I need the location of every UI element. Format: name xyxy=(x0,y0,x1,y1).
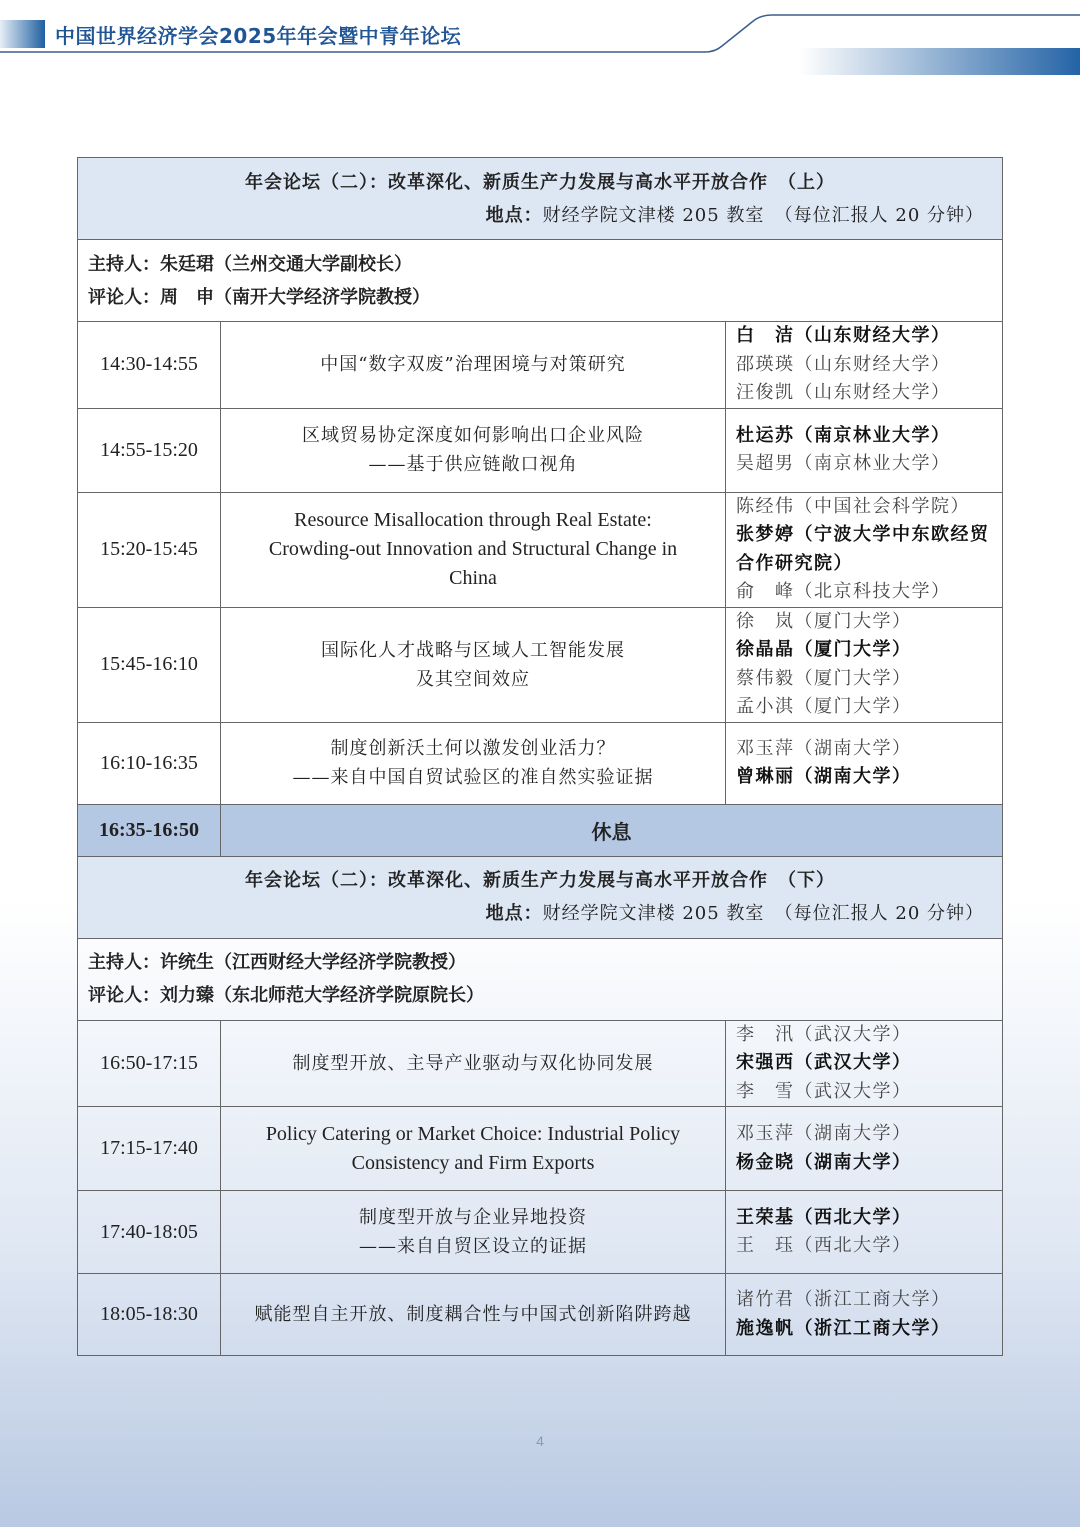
author: 徐 岚（厦门大学） xyxy=(736,610,912,632)
talk-row xyxy=(78,1274,1003,1356)
time-note: （每位汇报人 20 分钟） xyxy=(774,903,984,924)
talk-time: 14:55-15:20 xyxy=(78,408,221,492)
host: 主持人：朱廷珺（兰州交通大学副校长） xyxy=(88,253,412,275)
schedule-table xyxy=(77,157,1003,1356)
talk-row xyxy=(78,1020,1003,1107)
author: 张梦婷（宁波大学中东欧经贸合作研究院） xyxy=(736,524,990,574)
host: 主持人：许统生（江西财经大学经济学院教授） xyxy=(88,952,466,973)
talk-title-line: Consistency and Firm Exports xyxy=(351,1151,595,1174)
venue-label: 地点： xyxy=(485,204,543,226)
talk-time: 15:20-15:45 xyxy=(78,492,221,607)
session-title: 年会论坛（二）：改革深化、新质生产力发展与高水平开放合作 （上） xyxy=(245,171,835,193)
talk-title xyxy=(221,607,726,722)
talk-time: 16:50-17:15 xyxy=(78,1020,221,1107)
talk-title-line: 制度型开放与企业异地投资 xyxy=(359,1207,587,1228)
talk-authors xyxy=(726,408,1003,492)
author: 邓玉萍（湖南大学） xyxy=(736,737,912,759)
break-label: 休息 xyxy=(221,804,1003,856)
page-number: 4 xyxy=(536,1433,544,1449)
talk-authors xyxy=(726,492,1003,607)
venue: 财经学院文津楼 205 教室 xyxy=(542,204,765,226)
session-header xyxy=(78,856,1003,938)
talk-title-line: Crowding-out Innovation and Structural Change in xyxy=(268,538,678,560)
author: 吴超男（南京林业大学） xyxy=(736,453,951,474)
talk-title xyxy=(221,1107,726,1191)
talk-title xyxy=(221,1020,726,1107)
author: 王荣基（西北大学） xyxy=(736,1206,912,1228)
talk-row xyxy=(78,1107,1003,1191)
author: 李 汛（武汉大学） xyxy=(736,1023,912,1045)
author: 宋强西（武汉大学） xyxy=(736,1052,912,1073)
venue: 财经学院文津楼 205 教室 xyxy=(542,903,765,924)
session-title: 年会论坛（二）：改革深化、新质生产力发展与高水平开放合作 （下） xyxy=(245,870,835,891)
session-venue-line xyxy=(78,897,1002,930)
talk-authors xyxy=(726,1274,1003,1356)
talk-authors xyxy=(726,322,1003,409)
talk-row xyxy=(78,322,1003,409)
author: 白 洁（山东财经大学） xyxy=(736,325,951,346)
author: 邓玉萍（湖南大学） xyxy=(736,1123,912,1144)
author: 施逸帆（浙江工商大学） xyxy=(736,1317,951,1339)
session-header xyxy=(78,158,1003,240)
author: 杨金晓（湖南大学） xyxy=(736,1151,912,1173)
break-row xyxy=(78,804,1003,856)
talk-time: 18:05-18:30 xyxy=(78,1274,221,1356)
header-title: 中国世界经济学会2025年年会暨中青年论坛 xyxy=(55,24,462,48)
header-gradient-bar xyxy=(800,48,1080,75)
talk-authors xyxy=(726,1020,1003,1107)
talk-title xyxy=(221,492,726,607)
talk-title-line: Policy Catering or Market Choice: Industrial Policy xyxy=(265,1122,681,1145)
talk-time: 15:45-16:10 xyxy=(78,607,221,722)
talk-title-line: 赋能型自主开放、制度耦合性与中国式创新陷阱跨越 xyxy=(254,1304,692,1325)
talk-title xyxy=(221,408,726,492)
talk-row xyxy=(78,1191,1003,1274)
talk-authors xyxy=(726,722,1003,804)
session-hosts xyxy=(78,938,1003,1020)
session-hosts xyxy=(78,240,1003,322)
talk-time: 17:15-17:40 xyxy=(78,1107,221,1191)
author: 曾琳丽（湖南大学） xyxy=(736,766,912,787)
talk-title-line: 区域贸易协定深度如何影响出口企业风险 xyxy=(302,425,644,446)
author: 徐晶晶（厦门大学） xyxy=(736,639,912,660)
talk-title-line: 国际化人才战略与区域人工智能发展 xyxy=(321,639,625,661)
author: 孟小淇（厦门大学） xyxy=(736,696,912,717)
talk-title-line: China xyxy=(449,567,497,589)
author: 蔡伟毅（厦门大学） xyxy=(736,667,912,689)
session-venue-line xyxy=(78,199,1002,232)
talk-authors xyxy=(726,1191,1003,1274)
author: 诸竹君（浙江工商大学） xyxy=(736,1289,951,1310)
author: 汪俊凯（山东财经大学） xyxy=(736,382,951,403)
talk-row xyxy=(78,722,1003,804)
talk-row xyxy=(78,408,1003,492)
talk-title-line: 中国“数字双废”治理困境与对策研究 xyxy=(320,354,626,376)
discussant: 评论人：周 申（南开大学经济学院教授） xyxy=(88,286,430,308)
author: 俞 峰（北京科技大学） xyxy=(736,581,951,602)
talk-time: 17:40-18:05 xyxy=(78,1191,221,1274)
talk-row xyxy=(78,607,1003,722)
time-note: （每位汇报人 20 分钟） xyxy=(774,204,984,226)
author: 陈经伟（中国社会科学院） xyxy=(736,495,970,517)
author: 杜运苏（南京林业大学） xyxy=(736,424,951,446)
talk-title xyxy=(221,1274,726,1356)
talk-title-line: 制度型开放、主导产业驱动与双化协同发展 xyxy=(292,1052,654,1074)
venue-label: 地点： xyxy=(485,903,543,924)
talk-title xyxy=(221,722,726,804)
talk-title-line: ——基于供应链敞口视角 xyxy=(368,454,578,475)
author: 王 珏（西北大学） xyxy=(736,1235,912,1256)
talk-title-line: ——来自中国自贸试验区的准自然实验证据 xyxy=(292,767,654,788)
break-time: 16:35-16:50 xyxy=(78,804,221,856)
talk-authors xyxy=(726,1107,1003,1191)
talk-title-line: 及其空间效应 xyxy=(416,668,530,690)
discussant: 评论人：刘力臻（东北师范大学经济学院原院长） xyxy=(88,985,484,1006)
talk-time: 14:30-14:55 xyxy=(78,322,221,409)
talk-title-line: ——来自自贸区设立的证据 xyxy=(359,1236,587,1257)
talk-time: 16:10-16:35 xyxy=(78,722,221,804)
talk-row xyxy=(78,492,1003,607)
talk-title xyxy=(221,322,726,409)
author: 邵瑛瑛（山东财经大学） xyxy=(736,353,951,375)
talk-title-line: 制度创新沃土何以激发创业活力？ xyxy=(330,738,616,759)
author: 李 雪（武汉大学） xyxy=(736,1080,912,1102)
talk-authors xyxy=(726,607,1003,722)
talk-title xyxy=(221,1191,726,1274)
talk-title-line: Resource Misallocation through Real Estate: xyxy=(294,509,652,531)
